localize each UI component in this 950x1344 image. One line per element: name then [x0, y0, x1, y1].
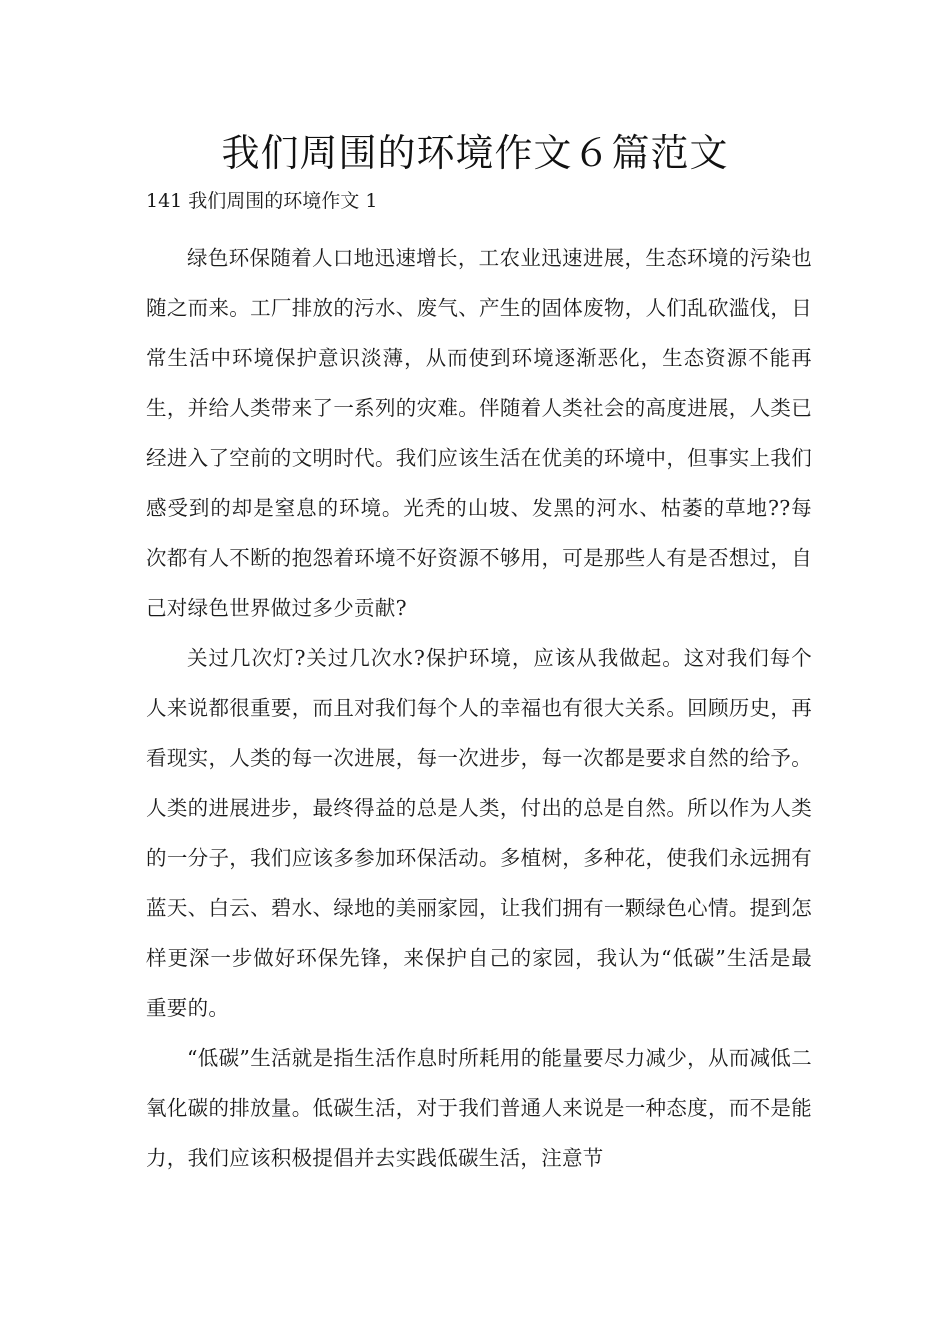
document-body [146, 233, 812, 1183]
paragraph: 绿色环保随着人口地迅速增长，工农业迅速进展，生态环境的污染也随之而来。工厂排放的污水、废气、产生的固体废物，人们乱砍滥伐，日常生活中环境保护意识淡薄，从而使到环境逐渐恶化，生态资源不能再生，并给人类带来了一系列的灾难。伴随着人类社会的高度进展，人类已经进入了空前的文明时代。我们应该生活在优美的环境中，但事实上我们感受到的却是窒息的环境。光秃的山坡、发黑的河水、枯萎的草地??每次都有人不断的抱怨着环境不好资源不够用，可是那些人有是否想过，自己对绿色世界做过多少贡献? [146, 246, 812, 620]
paragraph: “低碳”生活就是指生活作息时所耗用的能量要尽力减少，从而减低二氧化碳的排放量。低碳生活，对于我们普通人来说是一种态度，而不是能力，我们应该积极提倡并去实践低碳生活，注意节 [146, 1046, 812, 1170]
section-heading: 141 我们周围的环境作文 1 [146, 190, 378, 212]
document-title: 我们周围的环境作文６篇范文 [221, 131, 729, 175]
paragraph: 关过几次灯?关过几次水?保护环境，应该从我做起。这对我们每个人来说都很重要，而且对我们每个人的幸福也有很大关系。回顾历史，再看现实，人类的每一次进展，每一次进步，每一次都是要求自然的给予。人类的进展进步，最终得益的总是人类，付出的总是自然。所以作为人类的一分子，我们应该多参加环保活动。多植树，多种花，使我们永远拥有蓝天、白云、碧水、绿地的美丽家园，让我们拥有一颗绿色心情。提到怎样更深一步做好环保先锋，来保护自己的家园，我认为“低碳”生活是最重要的。 [146, 646, 812, 1020]
